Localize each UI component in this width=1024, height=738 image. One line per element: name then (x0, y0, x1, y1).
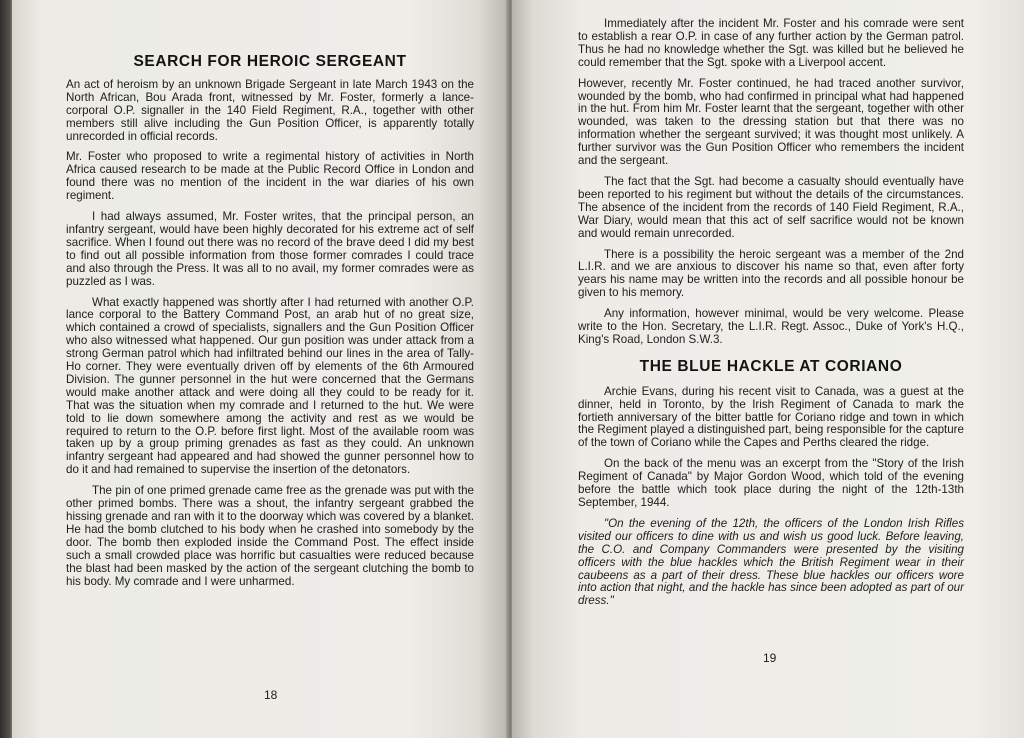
paragraph: Mr. Foster who proposed to write a regimental history of activities in North Africa caused research to be made at the Public Record Office in London and found there was no mention of the incident in the war diaries of his own regiment. (66, 150, 474, 203)
paragraph: The pin of one primed grenade came free as the grenade was put with the other primed bombs. There was a shout, the infantry sergeant grabbed the hissing grenade and ran with it to the doorway which was covered by a blanket. He had the bomb clutched to his body when he crashed into somebody by the door. The bomb then exploded inside the Command Post. The effect inside such a small crowded place was horrific but casualties were reduced because the blast had been masked by the action of the sergeant clutching the bomb to his body. My comrade and I were unharmed. (66, 484, 474, 588)
right-page-text (578, 18, 964, 616)
paragraph: What exactly happened was shortly after I had returned with another O.P. lance corporal to the Battery Command Post, an arab hut of no great size, which contained a crowd of specialists, signallers and the Gun Position Officer who also witnessed what happened. Our gun position was under attack from a strong German patrol which had infiltrated behind our lines in the area of Tally-Ho corner. They were eventually driven off by elements of the 6th Armoured Division. The gunner personnel in the hut were concerned that the Germans would make another attack and were doing all they could to be ready for it. That was the situation when my comrade and I returned to the hut. We were told to lie down somewhere among the activity and rest as we would be required to return to the O.P. before first light. Most of the available room was taken up by a group priming grenades as fast as they could. An unknown infantry sergeant had appeared and had showed the gunner personnel how to do it and had remained to supervise the insertion of the detonators. (66, 295, 474, 477)
paragraph: The fact that the Sgt. had become a casualty should eventually have been reported to his regiment but without the details of the circumstances. The absence of the incident from the records of 140 Field Regiment, R.A., War Diary, would mean that this act of self sacrifice would not be known and would remain unrecorded. (578, 174, 964, 240)
page-number-left: 18 (264, 688, 278, 702)
paragraph: I had always assumed, Mr. Foster writes, that the principal person, an infantry sergeant, would have been highly decorated for his extreme act of self sacrifice. When I found out there was no record of the brave deed I did my best to find out all possible information from those former comrades I could trace and also through the Press. It was all to no avail, my former comrades were as puzzled as I was. (66, 210, 474, 288)
left-page (12, 0, 508, 738)
article-title-heroic-sergeant: SEARCH FOR HEROIC SERGEANT (133, 53, 407, 70)
paragraph: Archie Evans, during his recent visit to Canada, was a guest at the dinner, held in Toronto, by the Irish Regiment of Canada to mark the fortieth anniversary of the bitter battle for Coriano ridge and town in which the Regiment played a distinguished part, being responsible for the capture of the town of Coriano while the Capes and Perths cleared the ridge. (578, 384, 964, 450)
paragraph: Immediately after the incident Mr. Foster and his comrade were sent to establish a rear O.P. in case of any further action by the German patrol. Thus he had no knowledge whether the Sgt. was killed but he believed he could remember that the Sgt. spoke with a Liverpool accent. (578, 17, 964, 69)
paragraph: However, recently Mr. Foster continued, he had traced another survivor, wounded by the bomb, who had confirmed in principal what had happened in the hut. From him Mr. Foster learnt that the sergeant, together with other wounded, was taken to the dressing station but that there was no information whether the sergeant survived; it was thought most unlikely. A further survivor was the Gun Position Officer who remembers the incident and the sergeant. (578, 76, 964, 168)
left-page-text (66, 52, 474, 596)
page-number-right: 19 (763, 651, 777, 665)
right-page (512, 0, 1024, 738)
paragraph: An act of heroism by an unknown Brigade Sergeant in late March 1943 on the North African, Bou Arada front, witnessed by Mr. Foster, formerly a lance-corporal O.P. signaller in the 140 Field Regiment, R.A., together with other members still alive including the Gun Position Officer, is apparently totally unrecorded in official records. (66, 77, 474, 143)
paragraph: There is a possibility the heroic sergeant was a member of the 2nd L.I.R. and we are anxious to discover his name so that, even after forty years his name may be written into the records and all possible honour be given to his memory. (578, 247, 964, 300)
quoted-excerpt: "On the evening of the 12th, the officers of the London Irish Rifles visited our officers to dine with us and wish us good luck. Before leaving, the C.O. and Company Commanders were presented by the visiting officers with the blue hackles which the British Regiment wear in their caubeens as a part of their dress. These blue hackles our officers wore into action that night, and the hackle has since been adopted as part of our dress." (578, 516, 964, 608)
paragraph: Any information, however minimal, would be very welcome. Please write to the Hon. Secretary, the L.I.R. Regt. Assoc., Duke of York's H.Q., King's Road, London S.W.3. (578, 307, 964, 346)
article-title-blue-hackle: THE BLUE HACKLE AT CORIANO (639, 357, 903, 375)
paragraph: On the back of the menu was an excerpt from the "Story of the Irish Regiment of Canada" by Major Gordon Wood, which told of the evening before the battle which took place during the night of the 12th-13th September, 1944. (578, 457, 964, 509)
